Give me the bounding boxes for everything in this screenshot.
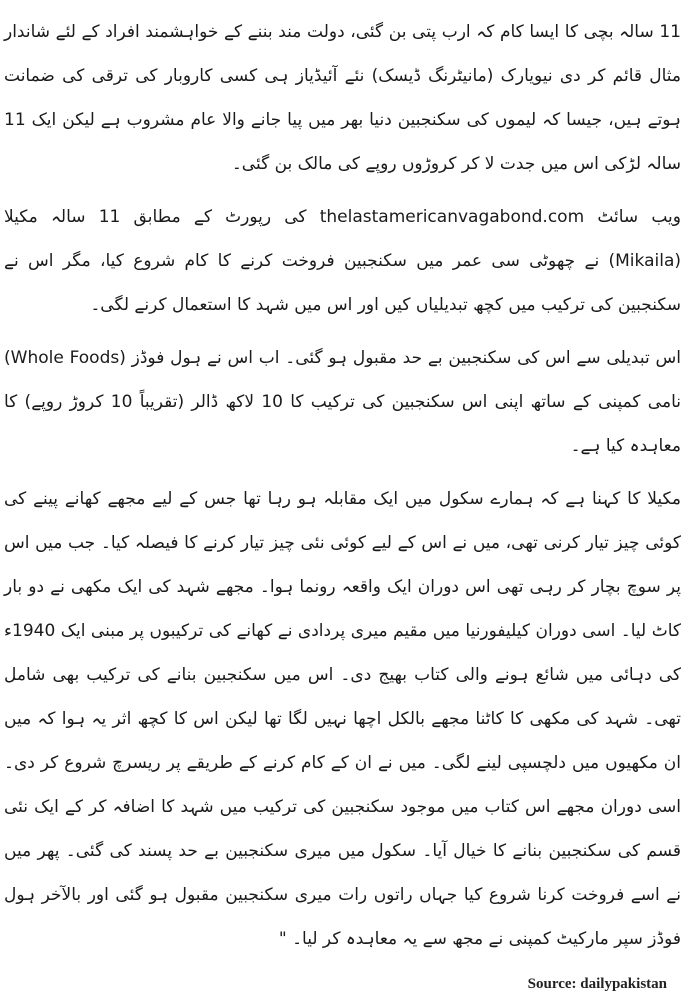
source-attribution: Source: dailypakistan [527, 976, 667, 992]
article-paragraph-intro: 11 سالہ بچی کا ایسا کام کہ ارب پتی بن گئی، دولت مند بننے کے خواہشمند افراد کے لئے شاندار مثال قائم کر دی نیویارک (مانیٹرنگ ڈیسک) نئے آئیڈیاز ہی کسی کاروبار کی ترقی کی ضمانت ہوتے ہیں، جیسا کہ لیموں کی سکنجبین دنیا بھر میں پیا جانے والا عام مشروب ہے لیکن ایک 11 سالہ لڑکی اس میں جدت لا کر کروڑوں روپے کی مالک بن گئی۔ [4, 22, 681, 174]
article-paragraph-deal: اس تبدیلی سے اس کی سکنجبین بے حد مقبول ہو گئی۔ اب اس نے ہول فوڈز (Whole Foods) نامی کمپنی کے ساتھ اپنی اس سکنجبین کی ترکیب کا 10 لاکھ ڈالر (تقریباً 10 کروڑ روپے) کا معاہدہ کیا ہے۔ [4, 348, 681, 456]
article-paragraph-quote: مکیلا کا کہنا ہے کہ ہمارے سکول میں ایک مقابلہ ہو رہا تھا جس کے لیے مجھے کھانے پینے کی کوئی چیز تیار کرنی تھی، میں نے اس کے لیے کوئی نئی چیز تیار کرنے کا فیصلہ کیا۔ جب میں اس پر سوچ بچار کر رہی تھی اس دوران ایک واقعہ رونما ہوا۔ مجھے شہد کی ایک مکھی نے دو بار کاٹ لیا۔ اسی دوران کیلیفورنیا میں مقیم میری پردادی نے کھانے کی ترکیبوں پر مبنی ایک 1940ء کی دہائی میں شائع ہونے والی کتاب بھیج دی۔ اس میں سکنجبین بنانے کی ترکیب بھی شامل تھی۔ شہد کی مکھی کا کاٹنا مجھے بالکل اچھا نہیں لگا تھا لیکن اس کا کچھ اثر یہ ہوا کہ میں ان مکھیوں میں دلچسپی لینے لگی۔ میں نے ان کے کام کرنے کے طریقے پر ریسرچ شروع کر دی۔ اسی دوران مجھے اس کتاب میں موجود سکنجبین کی ترکیب میں شہد کا اضافہ کر کے ایک نئی قسم کی سکنجبین بنانے کا خیال آیا۔ سکول میں میری سکنجبین بے حد پسند کی گئی۔ پھر میں نے اسے فروخت کرنا شروع کیا جہاں راتوں رات میری سکنجبین مقبول ہو گئی اور بالآخر ہول فوڈز سپر مارکیٹ کمپنی نے مجھ سے یہ معاہدہ کر لیا۔ " [4, 489, 682, 949]
article-paragraph-report: ویب سائٹ thelastamericanvagabond.com کی رپورٹ کے مطابق 11 سالہ مکیلا (Mikaila) نے چھوٹی سی عمر میں سکنجبین فروخت کرنے کا کام شروع کیا، مگر اس نے سکنجبین کی ترکیب میں کچھ تبدیلیاں کیں اور اس میں شہد کا استعمال کرنے لگی۔ [4, 207, 681, 315]
